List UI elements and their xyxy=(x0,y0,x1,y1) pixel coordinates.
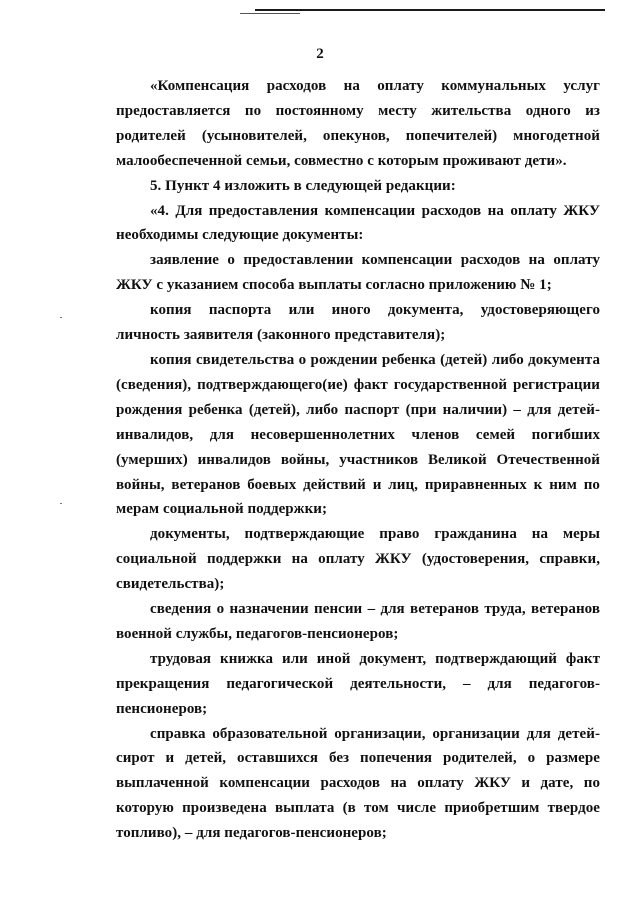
paragraph-entitlement-documents: документы, подтверждающие право гражданина на меры социальной поддержки на оплату ЖКУ (удостоверения, справки, свидетельства); xyxy=(116,526,600,593)
header-rule-thin xyxy=(240,13,300,14)
paragraph-employment-record: трудовая книжка или иной документ, подтверждающий факт прекращения педагогической деятельности, – для педагогов-пенсионеров; xyxy=(116,650,600,717)
scan-artifact xyxy=(60,503,62,504)
paragraph-application: заявление о предоставлении компенсации расходов на оплату ЖКУ с указанием способа выплаты согласно приложению № 1; xyxy=(116,252,600,294)
paragraph-pension-info: сведения о назначении пенсии – для ветеранов труда, ветеранов военной службы, педагогов-пенсионеров; xyxy=(116,601,600,642)
paragraph-item-5: 5. Пункт 4 изложить в следующей редакции: xyxy=(150,177,456,194)
paragraph-compensation-residence: «Компенсация расходов на оплату коммунальных услуг предоставляется по постоянному месту жительства одного из родителей (усыновителей, опекунов, попечителей) многодетной малообеспеченной семьи, совместно с которым проживают дети». xyxy=(116,78,600,169)
scan-artifact xyxy=(60,317,62,318)
paragraph-item-4-intro: «4. Для предоставления компенсации расходов на оплату ЖКУ необходимы следующие документы: xyxy=(116,202,600,244)
paragraph-passport-copy: копия паспорта или иного документа, удостоверяющего личность заявителя (законного представителя); xyxy=(116,302,600,344)
paragraph-education-certificate: справка образовательной организации, организации для детей-сирот и детей, оставшихся без попечения родителей, о размере выплаченной компенсации расходов на оплату ЖКУ и дате, по которую произведена выплата (в том числе приобретшим твердое топливо), – для педагогов-пенсионеров; xyxy=(116,725,600,842)
paragraph-birth-certificate: копия свидетельства о рождении ребенка (детей) либо документа (сведения), подтверждающего(ие) факт государственной регистрации рождения ребенка (детей), либо паспорт (при наличии) – для детей-инвалидов, для несовершеннолетних членов семей погибших (умерших) инвалидов войны, участников Великой Отечественной войны, ветеранов боевых действий и лиц, приравненных к ним по мерам социальной поддержки; xyxy=(116,351,600,518)
header-rule xyxy=(255,9,605,11)
document-body xyxy=(116,74,600,846)
page-number: 2 xyxy=(316,46,324,62)
